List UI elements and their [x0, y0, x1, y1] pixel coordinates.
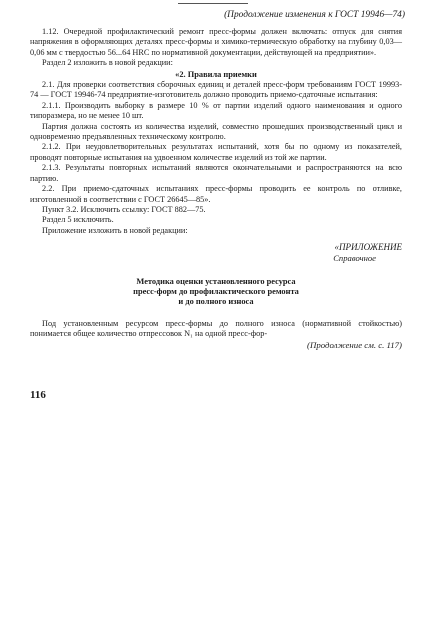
document-body [30, 27, 402, 350]
appendix-heading: «ПРИЛОЖЕНИЕ [334, 242, 402, 253]
method-title [30, 277, 402, 308]
continuation-header: (Продолжение изменения к ГОСТ 19946—74) [224, 10, 405, 20]
header-rule [178, 3, 248, 4]
section-5-note: Раздел 5 исключить. [42, 215, 114, 225]
paragraph-2-1: 2.1. Для проверки соответствия сборочных единиц и деталей пресс-форм требованиям ГОСТ 19993-74 — ГОСТ 19946-74 предприятие-изготовитель должно проводить приемо-сдаточные испытания: [30, 80, 402, 100]
section-2-title: «2. Правила приемки [175, 69, 257, 79]
appendix-intro: Приложение изложить в новой редакции: [42, 225, 188, 235]
method-title-line-2: пресс-форм до профилактического ремонта [133, 286, 299, 296]
section-2-intro: Раздел 2 изложить в новой редакции: [42, 58, 173, 68]
paragraph-2-1-3: 2.1.3. Результаты повторных испытаний являются окончательными и распространяются на всю партию. [30, 163, 402, 183]
paragraph-resource: Под установленным ресурсом пресс-формы до полного износа (нормативной стойкостью) понимается общее количество отпрессовок N₁ на одной пресс-фор- [30, 318, 402, 339]
appendix-subheading: Справочное [333, 253, 376, 264]
method-title-line-3: и до полного износа [178, 297, 254, 307]
paragraph-batch: Партия должна состоять из количества изделий, совместно прошедших производственный цикл и одновременно предъявленных техническому контролю. [30, 121, 402, 142]
paragraph-1-12: 1.12. Очередной профилактический ремонт пресс-формы должен включать: отпуск для снятия напряжения в оформляющих деталях пресс-формы и химико-термическую обработку на глубину 0,03—0,06 мм с твердостью 56...64 HRC по нормативной документации, действующей на предприятии». [30, 27, 402, 57]
paragraph-2-1-2: 2.1.2. При неудовлетворительных результатах испытаний, хотя бы по одному из показателей, проводят повторные испытания на удвоенном количестве изделий из той же партии. [30, 142, 402, 162]
paragraph-2-1-1: 2.1.1. Производить выборку в размере 10 % от партии изделий одного наименования и одного типоразмера, но не менее 10 шт. [30, 100, 402, 121]
page-number: 116 [30, 389, 46, 401]
paragraph-3-2: Пункт 3.2. Исключить ссылку: ГОСТ 882—75. [42, 204, 206, 214]
method-title-line-1: Методика оценки установленного ресурса [136, 276, 296, 286]
paragraph-2-2: 2.2. При приемо-сдаточных испытаниях пресс-формы проводить ее контроль по отливке, изготовленной в соответствии с ГОСТ 26645—85». [30, 184, 402, 204]
continuation-footer: (Продолжение см. с. 117) [307, 339, 402, 350]
